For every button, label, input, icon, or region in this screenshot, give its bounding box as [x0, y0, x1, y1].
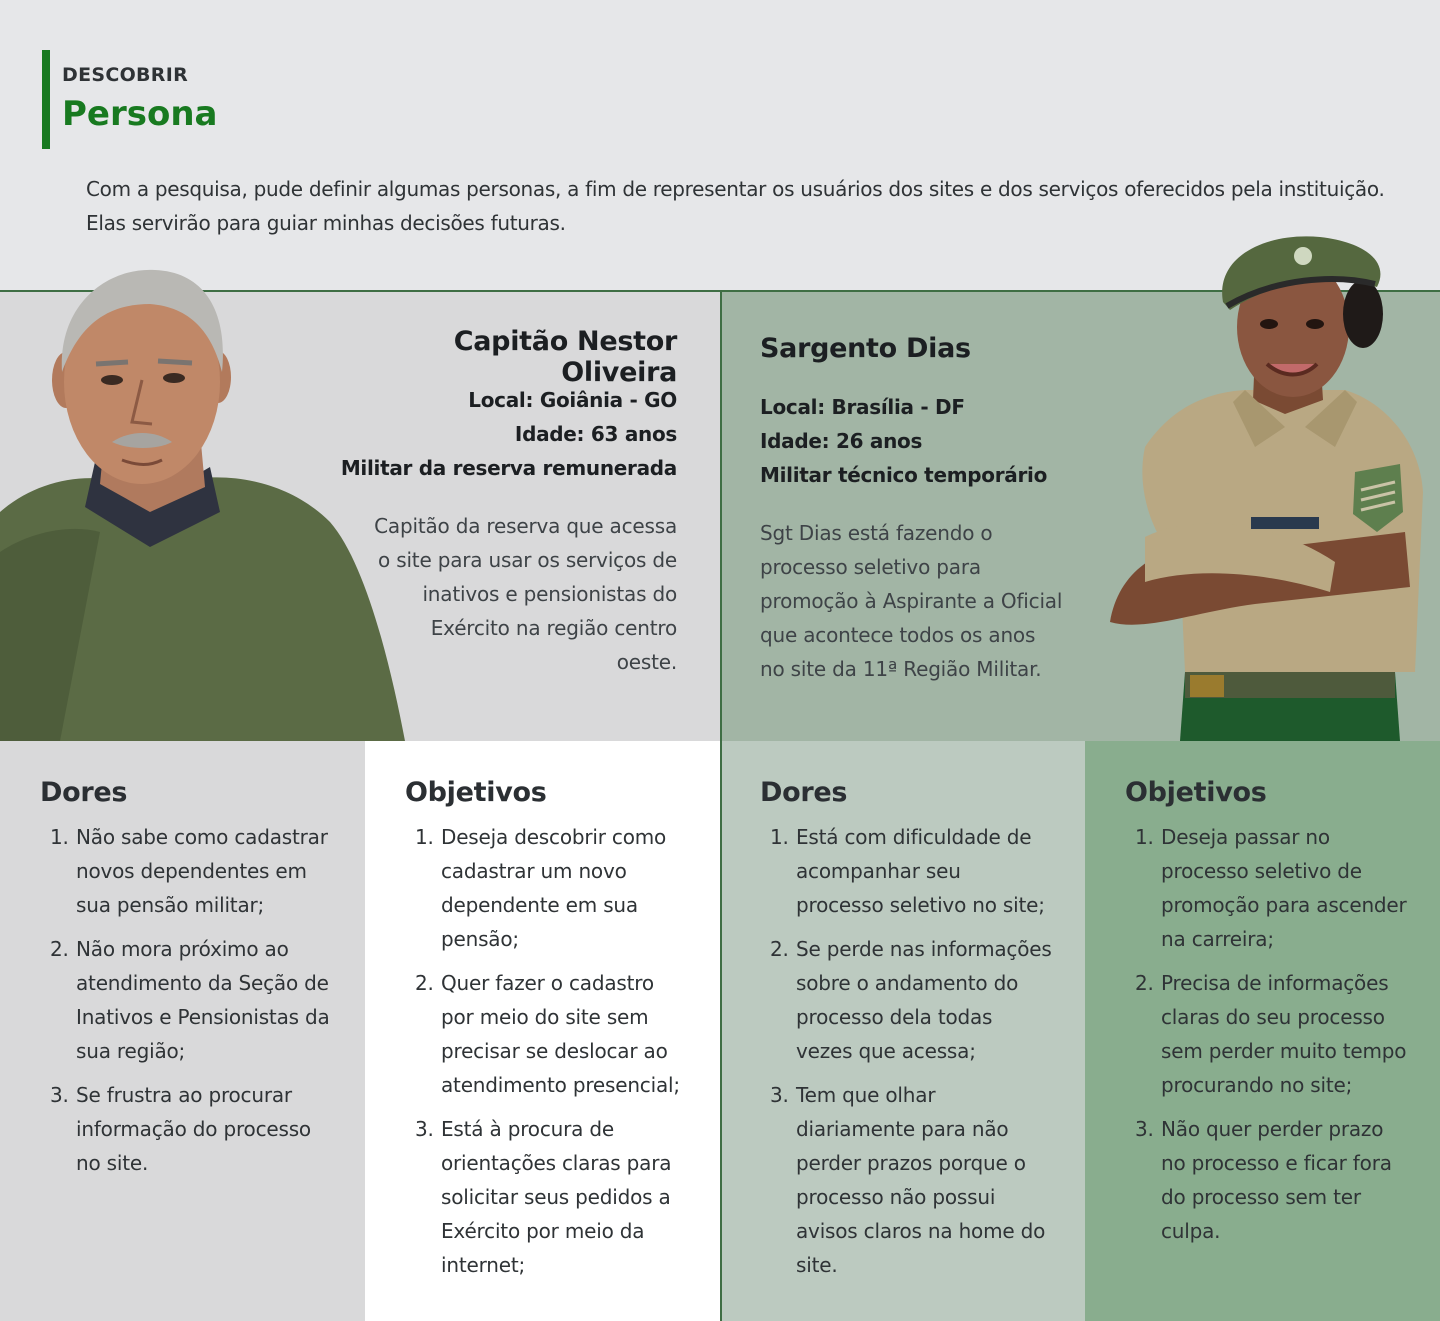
column-heading: Dores [40, 777, 128, 808]
item-line: perder prazos porque o [796, 1151, 1026, 1175]
list-item [1125, 966, 1440, 1102]
item-number: 3. [50, 1083, 69, 1107]
item-line: por meio do site sem [441, 1005, 649, 1029]
persona-description [340, 509, 677, 679]
item-line: precisar se deslocar ao [441, 1039, 668, 1063]
persona-meta [760, 390, 1100, 492]
column-heading: Dores [760, 777, 848, 808]
item-line: solicitar seus pedidos a [441, 1185, 671, 1209]
item-line: processo seletivo de [1161, 859, 1362, 883]
item-line: processo seletivo no site; [796, 893, 1045, 917]
objetivos-list [405, 820, 720, 1282]
dores-column-dias [720, 741, 1085, 1321]
persona-name: Sargento Dias [760, 333, 971, 364]
item-line: Deseja descobrir como [441, 825, 667, 849]
item-line: no site. [76, 1151, 149, 1175]
description-line: inativos e pensionistas do [422, 582, 677, 606]
item-line: diariamente para não [796, 1117, 1009, 1141]
item-line: pensão; [441, 927, 519, 951]
item-line: informação do processo [76, 1117, 311, 1141]
objetivos-column-dias [1085, 741, 1440, 1321]
item-number: 1. [50, 825, 69, 849]
item-number: 3. [770, 1083, 789, 1107]
description-line: Sgt Dias está fazendo o [760, 521, 993, 545]
persona-name: Capitão Nestor Oliveira [453, 326, 677, 388]
item-number: 2. [1135, 971, 1154, 995]
item-line: claras do seu processo [1161, 1005, 1385, 1029]
item-line: acompanhar seu [796, 859, 961, 883]
item-number: 2. [50, 937, 69, 961]
item-line: sem perder muito tempo [1161, 1039, 1407, 1063]
item-line: do processo sem ter [1161, 1185, 1361, 1209]
item-number: 1. [770, 825, 789, 849]
persona-meta [340, 383, 677, 485]
objetivos-column-nestor [365, 741, 720, 1321]
item-line: Exército por meio da [441, 1219, 645, 1243]
item-line: promoção para ascender [1161, 893, 1407, 917]
persona-location: Local: Goiânia - GO [468, 388, 677, 412]
intro-text [86, 172, 1406, 240]
dores-list [760, 820, 1085, 1282]
description-line: Exército na região centro [430, 616, 677, 640]
section-eyebrow: DESCOBRIR [62, 64, 189, 86]
list-item [40, 932, 365, 1068]
list-item [760, 932, 1085, 1068]
item-line: vezes que acessa; [796, 1039, 976, 1063]
item-line: sobre o andamento do [796, 971, 1019, 995]
persona-description [760, 516, 1090, 686]
section-accent-bar [42, 50, 50, 149]
persona-role: Militar da reserva remunerada [340, 456, 677, 480]
item-line: sua região; [76, 1039, 186, 1063]
item-line: no processo e ficar fora [1161, 1151, 1392, 1175]
item-line: novos dependentes em [76, 859, 307, 883]
description-line: que acontece todos os anos [760, 623, 1036, 647]
description-line: Capitão da reserva que acessa [374, 514, 677, 538]
list-item [405, 1112, 720, 1282]
item-number: 2. [415, 971, 434, 995]
item-line: culpa. [1161, 1219, 1221, 1243]
persona-photo-dias [1105, 232, 1440, 741]
item-line: sua pensão militar; [76, 893, 265, 917]
item-line: Não quer perder prazo [1161, 1117, 1384, 1141]
item-line: Quer fazer o cadastro [441, 971, 654, 995]
item-line: internet; [441, 1253, 526, 1277]
item-line: Deseja passar no [1161, 825, 1330, 849]
item-line: Precisa de informações [1161, 971, 1389, 995]
list-item [1125, 1112, 1440, 1248]
persona-location: Local: Brasília - DF [760, 395, 965, 419]
list-item [40, 1078, 365, 1180]
item-line: orientações claras para [441, 1151, 672, 1175]
item-line: processo não possui [796, 1185, 996, 1209]
list-item [40, 820, 365, 922]
description-line: promoção à Aspirante a Oficial [760, 589, 1063, 613]
item-line: atendimento presencial; [441, 1073, 680, 1097]
item-number: 1. [415, 825, 434, 849]
persona-age: Idade: 26 anos [760, 429, 923, 453]
description-line: o site para usar os serviços de [378, 548, 677, 572]
column-heading: Objetivos [1125, 777, 1267, 808]
column-heading: Objetivos [405, 777, 547, 808]
item-line: procurando no site; [1161, 1073, 1353, 1097]
item-number: 3. [1135, 1117, 1154, 1141]
item-line: na carreira; [1161, 927, 1274, 951]
description-line: oeste. [616, 650, 677, 674]
description-line: processo seletivo para [760, 555, 981, 579]
item-line: cadastrar um novo [441, 859, 627, 883]
item-number: 3. [415, 1117, 434, 1141]
intro-line: Elas servirão para guiar minhas decisões futuras. [86, 211, 566, 235]
item-line: dependente em sua [441, 893, 638, 917]
persona-role: Militar técnico temporário [760, 463, 1048, 487]
objetivos-list [1125, 820, 1440, 1248]
page-title: Persona [62, 94, 218, 134]
item-number: 1. [1135, 825, 1154, 849]
item-line: Se frustra ao procurar [76, 1083, 292, 1107]
item-line: Está à procura de [441, 1117, 614, 1141]
persona-age: Idade: 63 anos [514, 422, 677, 446]
item-line: Inativos e Pensionistas da [76, 1005, 330, 1029]
list-item [760, 820, 1085, 922]
item-line: Não sabe como cadastrar [76, 825, 328, 849]
dores-list [40, 820, 365, 1180]
item-number: 2. [770, 937, 789, 961]
item-line: Não mora próximo ao [76, 937, 289, 961]
list-item [405, 820, 720, 956]
item-line: avisos claros na home do [796, 1219, 1046, 1243]
item-line: processo dela todas [796, 1005, 993, 1029]
list-item [1125, 820, 1440, 956]
intro-line: Com a pesquisa, pude definir algumas personas, a fim de representar os usuários dos sites e dos serviços oferecidos pela instituição. [86, 177, 1385, 201]
item-line: site. [796, 1253, 838, 1277]
description-line: no site da 11ª Região Militar. [760, 657, 1042, 681]
item-line: atendimento da Seção de [76, 971, 329, 995]
item-line: Se perde nas informações [796, 937, 1052, 961]
item-line: Está com dificuldade de [796, 825, 1032, 849]
dores-column-nestor [0, 741, 365, 1321]
item-line: Tem que olhar [796, 1083, 936, 1107]
list-item [760, 1078, 1085, 1282]
list-item [405, 966, 720, 1102]
